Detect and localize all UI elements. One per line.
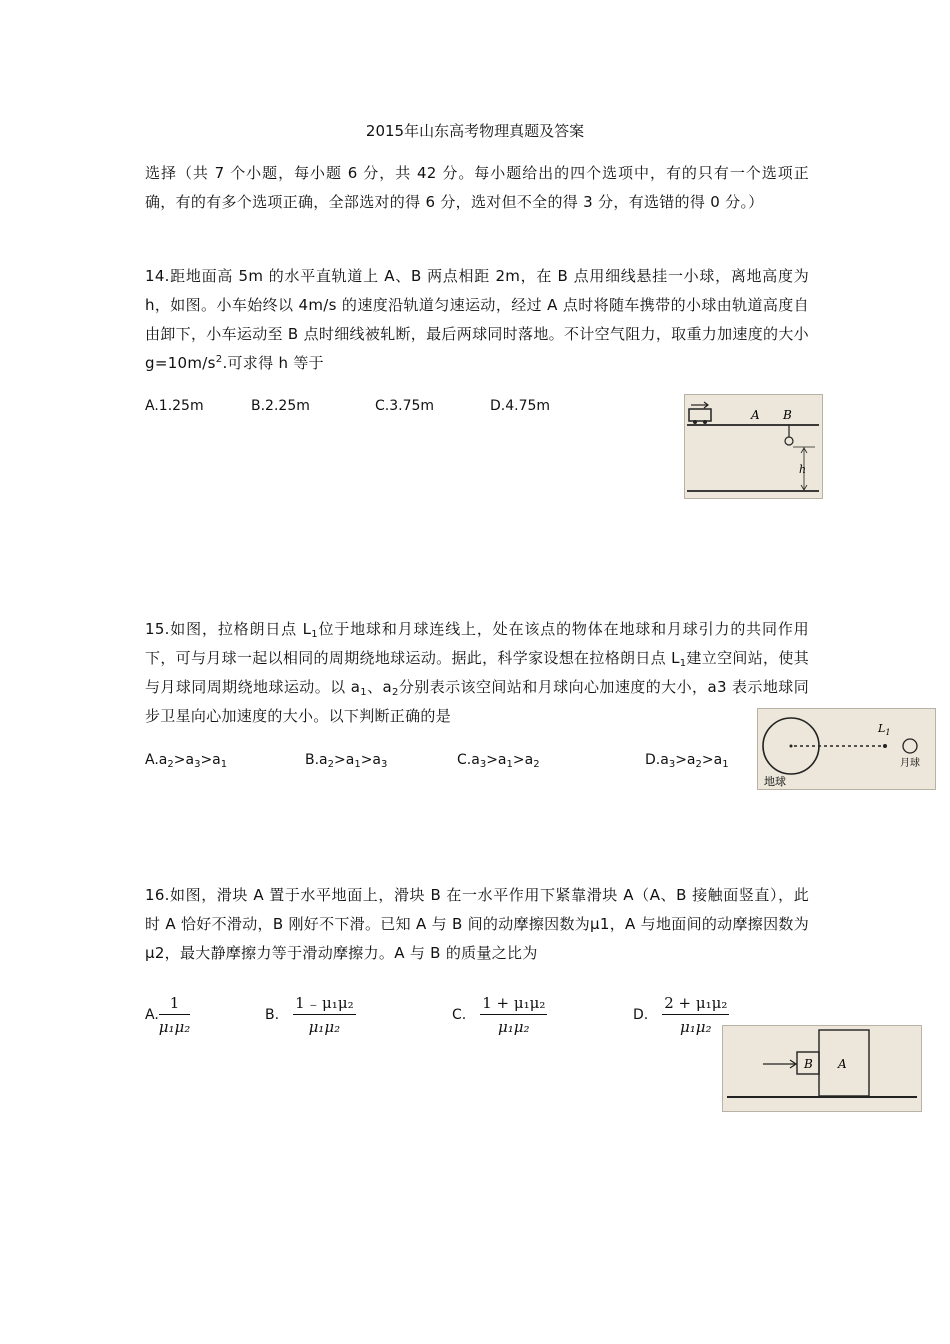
fig-label-a: A: [838, 1057, 847, 1071]
q16-option-c: C. $\frac{\text{1 + μ₁μ₂}}{\text{μ₁μ₂}}$: [452, 994, 546, 1036]
q16-option-a: A. $\frac{1}{\text{μ₁μ₂}}$: [145, 994, 191, 1036]
fig-label-earth: 地球: [764, 775, 786, 788]
q14-option-b: B.2.25m: [251, 398, 310, 414]
cart-icon: [689, 409, 711, 421]
page-title: 2015年山东高考物理真题及答案: [365, 122, 585, 140]
q14-option-c: C.3.75m: [375, 398, 435, 414]
q15-diagram: [758, 709, 935, 789]
q16-diagram: [723, 1026, 921, 1111]
q15-option-c: $C.a_3>a_1>a_2$: [457, 752, 540, 770]
q15-option-a: $A.a_2>a_3>a_1$: [145, 752, 228, 770]
q15-option-b: $B.a_2>a_1>a_3$: [305, 752, 388, 770]
question-14-text: 14.距地面高 5m 的水平直轨道上 A、B 两点相距 2m，在 B 点用细线悬挂一小球，离地高度为 h，如图。小车始终以 4m/s 的速度沿轨道匀速运动，经过 A 点时将随车携带的小球由轨道高度自由卸下，小车运动至 B 点时细线被轧断，最后两球同时落地。不计空气阻力，取重力加速度的大小 $g=10m/s^2$.可求得 h 等于: [145, 267, 809, 372]
section-intro: 选择（共 7 个小题，每小题 6 分，共 42 分。每小题给出的四个选项中，有的只有一个选项正确，有的有多个选项正确，全部选对的得 6 分，选对但不全的得 3 分，有选错的得 0 分。）: [145, 164, 809, 211]
question-15-text: 15.如图，拉格朗日点 $L_1$位于地球和月球连线上，处在该点的物体在地球和月球引力的共同作用下，可与月球一起以相同的周期绕地球运动。据此，科学家设想在拉格朗日点 $L_1$建立空间站，使其与月球同周期绕地球运动。以 $a_1$、$a_2$分别表示该空间站和月球向心加速度的大小，a3 表示地球同步卫星向心加速度的大小。以下判断正确的是: [145, 620, 810, 725]
q15-figure: [757, 708, 936, 790]
fig-label-a: A: [751, 408, 760, 422]
l1-point: [883, 744, 887, 748]
q14-figure: [684, 394, 823, 499]
question-16-text: 16.如图，滑块 A 置于水平地面上，滑块 B 在一水平作用下紧靠滑块 A（A、B 接触面竖直），此时 A 恰好不滑动，B 刚好不下滑。已知 A 与 B 间的动摩擦因数为μ1，A 与地面间的动摩擦因数为μ2，最大静摩擦力等于滑动摩擦力。A 与 B 的质量之比为: [145, 886, 809, 962]
q16-figure: [722, 1025, 922, 1112]
q14-diagram: [685, 395, 822, 498]
fig-label-h: h: [799, 463, 807, 476]
hanging-ball-icon: [785, 437, 793, 445]
fig-label-b: B: [783, 408, 792, 422]
q16-option-d: D. $\frac{\text{2 + μ₁μ₂}}{\text{μ₁μ₂}}$: [633, 994, 728, 1036]
moon-icon: [903, 739, 917, 753]
fig-label-b: B: [804, 1057, 813, 1071]
q14-option-d: D.4.75m: [490, 398, 551, 414]
q16-option-b: B. $\frac{\text{1 ₋ μ₁μ₂}}{\text{μ₁μ₂}}$: [265, 994, 354, 1036]
q15-option-d: $D.a_3>a_2>a_1$: [645, 752, 729, 770]
fig-label-moon: 月球: [900, 758, 920, 769]
fig-label-l1: $L_1$: [878, 722, 891, 737]
q14-option-a: A.1.25m: [145, 398, 204, 414]
